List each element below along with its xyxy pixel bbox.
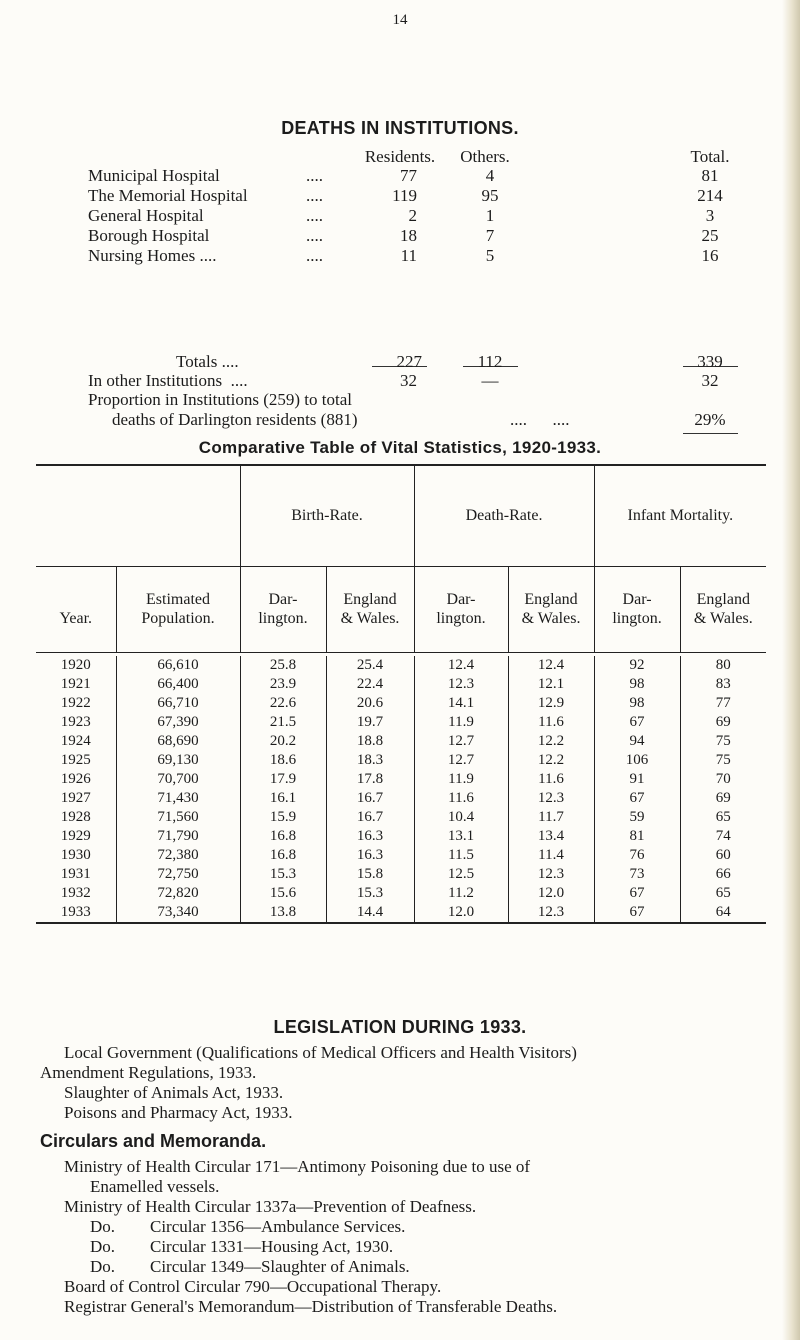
table-cell: 1931 — [60, 866, 91, 882]
table-cell: 20.2 — [240, 732, 326, 751]
institution-name: Municipal Hospital — [88, 166, 220, 185]
table-cell: 15.9 — [240, 808, 326, 827]
table-cell: 76 — [594, 846, 680, 865]
table-cell: 69,130 — [116, 751, 240, 770]
table-cell: 106 — [594, 751, 680, 770]
column-header: Estimated Population. — [116, 567, 240, 653]
institution-others: 4 — [485, 166, 495, 185]
column-header: Dar- lington. — [240, 567, 326, 653]
institution-residents: 18 — [400, 226, 417, 245]
table-cell: 80 — [680, 656, 766, 675]
table-cell: 1927 — [60, 790, 91, 806]
column-header: Dar- lington. — [594, 567, 680, 653]
table-cell: 11.9 — [414, 713, 508, 732]
table-cell: 94 — [594, 732, 680, 751]
table-cell: 72,750 — [116, 865, 240, 884]
institution-others: 1 — [485, 206, 495, 225]
totals-label: Totals .... — [176, 352, 239, 371]
table-cell: 13.4 — [508, 827, 594, 846]
table-cell: 11.6 — [508, 713, 594, 732]
institution-residents: 119 — [392, 186, 417, 205]
totals-total: 339 — [697, 352, 723, 371]
table-cell: 1925 — [60, 752, 91, 768]
vital-stats-title: Comparative Table of Vital Statistics, 1920-1933. — [198, 438, 602, 457]
institution-dots: .... — [306, 186, 323, 205]
table-cell: 68,690 — [116, 732, 240, 751]
table-cell: 60 — [680, 846, 766, 865]
table-cell: 12.3 — [508, 903, 594, 922]
other-institutions-label: In other Institutions .... — [88, 371, 248, 390]
table-cell: 75 — [680, 732, 766, 751]
table-cell: 23.9 — [240, 675, 326, 694]
table-cell: 66,710 — [116, 694, 240, 713]
table-cell: 12.7 — [414, 732, 508, 751]
table-cell: 14.4 — [326, 903, 414, 922]
table-cell: 10.4 — [414, 808, 508, 827]
table-row — [36, 751, 766, 770]
table-cell: 11.6 — [508, 770, 594, 789]
table-cell: 12.4 — [414, 656, 508, 675]
table-cell: 1923 — [60, 714, 91, 730]
table-cell: 67 — [594, 903, 680, 922]
table-cell: 67 — [594, 713, 680, 732]
table-cell: 16.1 — [240, 789, 326, 808]
institution-dots: .... — [306, 246, 323, 265]
deaths-title: DEATHS IN INSTITUTIONS. — [281, 118, 519, 138]
table-cell: 71,790 — [116, 827, 240, 846]
table-cell: 70 — [680, 770, 766, 789]
institution-total: 81 — [701, 166, 719, 185]
table-cell: 98 — [594, 675, 680, 694]
institution-name: The Memorial Hospital — [88, 186, 248, 205]
table-cell: 66,610 — [116, 656, 240, 675]
column-header: England & Wales. — [326, 567, 414, 653]
table-cell: 11.4 — [508, 846, 594, 865]
table-cell: 12.1 — [508, 675, 594, 694]
table-cell: 14.1 — [414, 694, 508, 713]
table-cell: 1921 — [60, 676, 91, 692]
table-cell: 20.6 — [326, 694, 414, 713]
totals-residents: 227 — [396, 352, 422, 371]
table-cell: 17.8 — [326, 770, 414, 789]
table-cell: 1932 — [60, 885, 91, 901]
table-row — [36, 789, 766, 808]
legislation-line-2: Slaughter of Animals Act, 1933. — [64, 1083, 284, 1102]
table-cell: 16.7 — [326, 789, 414, 808]
table-cell: 73,340 — [116, 903, 240, 922]
institution-others: 95 — [481, 186, 499, 205]
institution-others: 7 — [485, 226, 495, 245]
table-cell: 65 — [680, 808, 766, 827]
table-cell: 16.3 — [326, 827, 414, 846]
table-cell: 16.8 — [240, 827, 326, 846]
table-cell: 83 — [680, 675, 766, 694]
table-cell: 1926 — [60, 771, 91, 787]
table-row — [36, 656, 766, 675]
table-cell: 66 — [680, 865, 766, 884]
table-cell: 12.2 — [508, 751, 594, 770]
page-edge-shadow — [782, 0, 800, 1340]
institution-residents: 77 — [400, 166, 417, 185]
table-cell: 12.2 — [508, 732, 594, 751]
ditto-mark: Do. — [90, 1257, 116, 1276]
circulars-line-1b: Enamelled vessels. — [90, 1177, 220, 1196]
circulars-line-3: Board of Control Circular 790—Occupational Therapy. — [64, 1277, 442, 1296]
table-cell: 69 — [680, 713, 766, 732]
table-cell: 15.3 — [326, 884, 414, 903]
institution-total: 25 — [701, 226, 719, 245]
table-cell: 1933 — [60, 904, 91, 920]
table-cell: 72,820 — [116, 884, 240, 903]
institution-residents: 2 — [408, 206, 417, 225]
table-cell: 25.4 — [326, 656, 414, 675]
institution-total: 16 — [701, 246, 719, 265]
table-row — [36, 694, 766, 713]
table-cell: 12.0 — [414, 903, 508, 922]
table-cell: 15.6 — [240, 884, 326, 903]
other-institutions-residents: 32 — [400, 371, 417, 390]
legislation-title: LEGISLATION DURING 1933. — [273, 1017, 527, 1037]
table-cell: 12.9 — [508, 694, 594, 713]
table-cell: 22.4 — [326, 675, 414, 694]
other-institutions-others: — — [481, 371, 499, 390]
proportion-dots: .... .... — [510, 410, 570, 429]
group-birth-rate: Birth-Rate. — [240, 466, 414, 567]
table-cell: 12.3 — [508, 865, 594, 884]
col-header-residents: Residents. — [364, 147, 436, 166]
legislation-line-3: Poisons and Pharmacy Act, 1933. — [64, 1103, 293, 1122]
group-infant-mortality: Infant Mortality. — [594, 466, 766, 567]
circulars-line-4: Registrar General's Memorandum—Distribution of Transferable Deaths. — [64, 1297, 558, 1316]
table-cell: 11.7 — [508, 808, 594, 827]
table-cell: 16.7 — [326, 808, 414, 827]
table-cell: 81 — [594, 827, 680, 846]
table-cell: 16.3 — [326, 846, 414, 865]
table-cell: 66,400 — [116, 675, 240, 694]
table-cell: 91 — [594, 770, 680, 789]
table-cell: 70,700 — [116, 770, 240, 789]
legislation-line-1: Local Government (Qualifications of Medical Officers and Health Visitors) — [64, 1043, 577, 1062]
legislation-line-1b: Amendment Regulations, 1933. — [40, 1063, 257, 1082]
table-cell: 22.6 — [240, 694, 326, 713]
table-cell: 11.5 — [414, 846, 508, 865]
table-cell: 77 — [680, 694, 766, 713]
table-cell: 11.2 — [414, 884, 508, 903]
proportion-line-1: Proportion in Institutions (259) to total — [88, 390, 352, 409]
table-cell: 59 — [594, 808, 680, 827]
institution-name: Borough Hospital — [88, 226, 210, 245]
proportion-value: 29% — [694, 410, 726, 429]
table-row — [36, 884, 766, 903]
proportion-line-2: deaths of Darlington residents (881) — [112, 410, 358, 429]
table-cell: 74 — [680, 827, 766, 846]
table-cell: 12.3 — [508, 789, 594, 808]
table-cell: 11.6 — [414, 789, 508, 808]
table-cell: 71,430 — [116, 789, 240, 808]
table-cell: 17.9 — [240, 770, 326, 789]
circulars-line-1: Ministry of Health Circular 171—Antimony Poisoning due to use of — [64, 1157, 531, 1176]
column-header: England & Wales. — [680, 567, 766, 653]
table-cell: 67 — [594, 884, 680, 903]
table-row — [36, 846, 766, 865]
table-row — [36, 903, 766, 922]
table-cell: 13.1 — [414, 827, 508, 846]
column-header: England & Wales. — [508, 567, 594, 653]
table-cell: 98 — [594, 694, 680, 713]
table-cell: 1922 — [60, 695, 91, 711]
col-header-others: Others. — [460, 147, 510, 166]
circulars-title: Circulars and Memoranda. — [40, 1131, 267, 1151]
table-cell: 73 — [594, 865, 680, 884]
table-cell: 18.6 — [240, 751, 326, 770]
circular-entry: Circular 1356—Ambulance Services. — [150, 1217, 406, 1236]
table-cell: 1929 — [60, 828, 91, 844]
col-header-total: Total. — [690, 147, 730, 166]
column-header: Year. — [36, 567, 116, 653]
table-cell: 16.8 — [240, 846, 326, 865]
table-cell: 15.8 — [326, 865, 414, 884]
table-cell: 64 — [680, 903, 766, 922]
table-cell: 12.4 — [508, 656, 594, 675]
table-cell: 12.7 — [414, 751, 508, 770]
table-row — [36, 732, 766, 751]
table-row — [36, 675, 766, 694]
page-number: 14 — [392, 12, 408, 28]
institution-total: 214 — [697, 186, 723, 205]
institution-name: General Hospital — [88, 206, 204, 225]
table-cell: 75 — [680, 751, 766, 770]
table-row — [36, 713, 766, 732]
proportion-underline — [683, 433, 738, 434]
column-header: Dar- lington. — [414, 567, 508, 653]
table-cell: 67 — [594, 789, 680, 808]
table-cell: 1920 — [60, 657, 91, 673]
table-cell: 67,390 — [116, 713, 240, 732]
table-cell: 11.9 — [414, 770, 508, 789]
circular-entry: Circular 1349—Slaughter of Animals. — [150, 1257, 410, 1276]
ditto-mark: Do. — [90, 1237, 116, 1256]
table-cell: 69 — [680, 789, 766, 808]
institution-others: 5 — [485, 246, 495, 265]
vital-stats-table — [36, 464, 766, 924]
group-death-rate: Death-Rate. — [414, 466, 594, 567]
table-cell: 71,560 — [116, 808, 240, 827]
circular-entry: Circular 1331—Housing Act, 1930. — [150, 1237, 394, 1256]
table-cell: 18.3 — [326, 751, 414, 770]
other-institutions-total: 32 — [701, 371, 719, 390]
table-cell: 13.8 — [240, 903, 326, 922]
table-cell: 25.8 — [240, 656, 326, 675]
table-cell: 15.3 — [240, 865, 326, 884]
table-row — [36, 808, 766, 827]
institution-dots: .... — [306, 226, 323, 245]
institution-dots: .... — [306, 166, 323, 185]
table-cell: 19.7 — [326, 713, 414, 732]
table-cell: 12.3 — [414, 675, 508, 694]
table-cell: 65 — [680, 884, 766, 903]
table-cell: 21.5 — [240, 713, 326, 732]
table-cell: 1930 — [60, 847, 91, 863]
table-cell: 12.5 — [414, 865, 508, 884]
table-row — [36, 865, 766, 884]
ditto-mark: Do. — [90, 1217, 116, 1236]
table-row — [36, 827, 766, 846]
institution-name: Nursing Homes .... — [88, 246, 217, 265]
table-cell: 12.0 — [508, 884, 594, 903]
institution-total: 3 — [705, 206, 715, 225]
table-cell: 92 — [594, 656, 680, 675]
institution-dots: .... — [306, 206, 323, 225]
table-row — [36, 770, 766, 789]
table-cell: 1924 — [60, 733, 91, 749]
totals-others: 112 — [477, 352, 503, 371]
circulars-line-2: Ministry of Health Circular 1337a—Prevention of Deafness. — [64, 1197, 477, 1216]
table-cell: 1928 — [60, 809, 91, 825]
table-cell: 18.8 — [326, 732, 414, 751]
institution-residents: 11 — [400, 246, 417, 265]
table-cell: 72,380 — [116, 846, 240, 865]
